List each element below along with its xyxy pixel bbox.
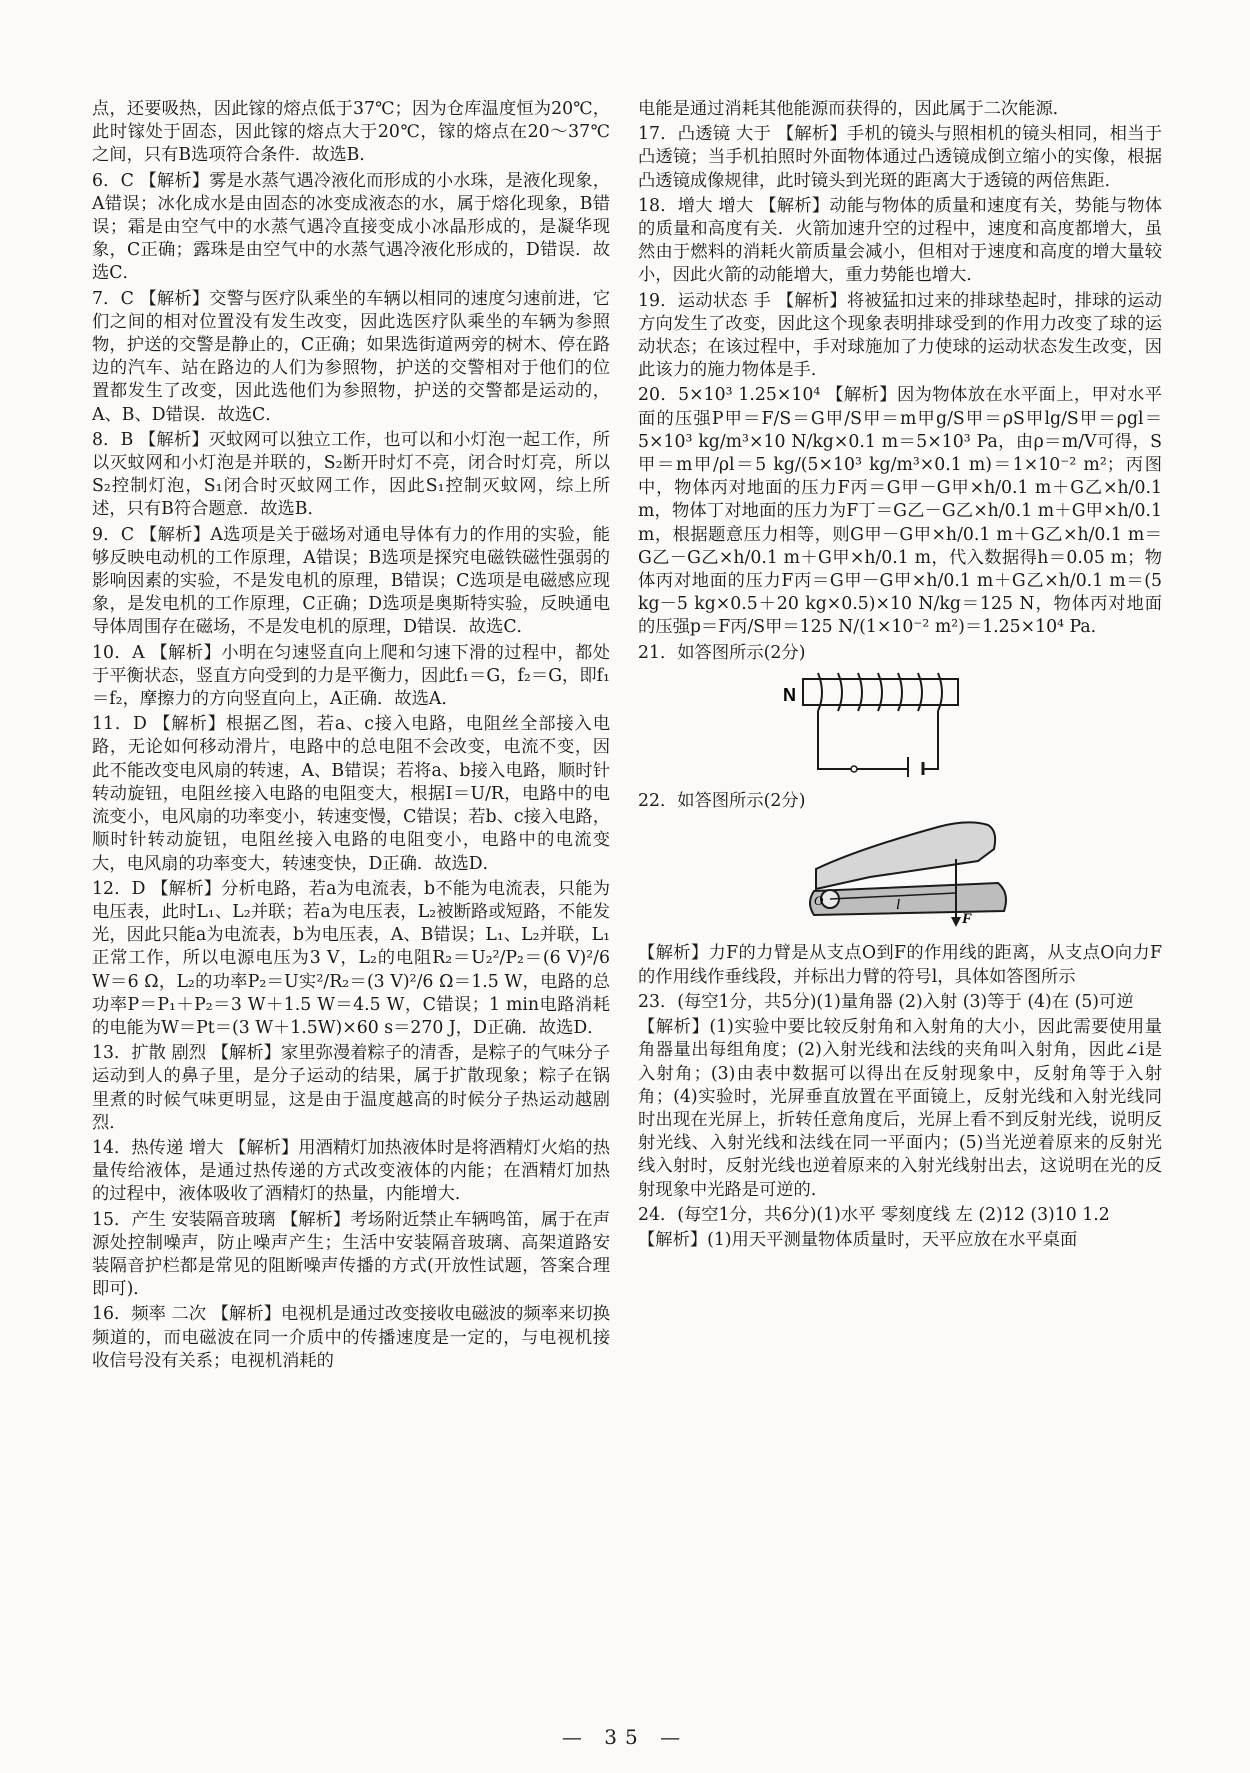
- answer-21: 21．如答图所示(2分): [638, 642, 806, 663]
- paragraph: 点，还要吸热，因此镓的熔点低于37℃；因为仓库温度恒为20℃，此时镓处于固态，因此镓的熔点大于20℃，镓的熔点在20～37℃之间，只有B选项符合条件．故选B．: [92, 99, 610, 166]
- answer-6: 6．C 【解析】雾是水蒸气遇冷液化而形成的小水珠，是液化现象，A错误；冰化成水是由固态的冰变成液态的水，属于熔化现象，B错误；霜是由空气中的水蒸气遇冷直接变成小冰晶形成的，是凝华现象，C正确；露珠是由空气中的水蒸气遇冷液化形成的，D错误．故选C．: [92, 170, 610, 284]
- answer-9: 9．C 【解析】A选项是关于磁场对通电导体有力的作用的实验，能够反映电动机的工作原理，A错误；B选项是探究电磁铁磁性强弱的影响因素的实验，不是发电机的原理，B错误；C选项是电磁感应现象，是发电机的工作原理，C正确；D选项是奥斯特实验，反映通电导体周围存在磁场，不是发电机的原理，D错误．故选C．: [92, 524, 610, 638]
- force-label: F: [962, 911, 973, 928]
- lever-diagram: [638, 819, 1162, 929]
- answer-24-explanation: 【解析】(1)用天平测量物体质量时，天平应放在水平桌面: [638, 1229, 1078, 1250]
- answer-19: 19．运动状态 手 【解析】将被猛扣过来的排球垫起时，排球的运动方向发生了改变，因此这个现象表明排球受到的作用力改变了球的运动状态；在该过程中，手对球施加了力使球的运动状态发生改变，因此该力的施力物体是手．: [638, 290, 1162, 381]
- figure-22-stapler: [638, 819, 1162, 936]
- arm-label: l: [896, 897, 901, 914]
- pole-label: N: [783, 684, 796, 705]
- left-column: [92, 98, 610, 1375]
- answer-24: 24．(每空1分，共6分)(1)水平 零刻度线 左 (2)12 (3)10 1.2: [638, 1204, 1110, 1225]
- paragraph: 电能是通过消耗其他能源而获得的，因此属于二次能源．: [638, 99, 1071, 119]
- answer-12: 12．D 【解析】分析电路，若a为电流表，b不能为电流表，只能为电压表，此时L₁、L₂并联；若a为电压表，L₂被断路或短路，不能发光，因此只能a为电流表，b为电压表，A、B错误；L₁、L₂并联，L₁正常工作，所以电源电压为3 V，L₂的电阻R₂＝U₂²/P₂＝(6 V)²/6 W＝6 Ω，L₂的功率P₂＝U实²/R₂＝(3 V)²/6 Ω＝1.5 W，电路的总功率P＝P₁＋P₂＝3 W＋1.5 W＝4.5 W，C错误；1 min电路消耗的电能为W＝Pt＝(3 W＋1.5W)×60 s＝270 J，D正确．故选D．: [92, 878, 610, 1038]
- right-column: [638, 98, 1162, 1254]
- pivot-label: O: [814, 893, 824, 909]
- answer-23-explanation: 【解析】(1)实验中要比较反射角和入射角的大小，因此需要使用量角器量出每组角度；(2)入射光线和法线的夹角叫入射角，因此∠i是入射角；(3)由表中数据可以得出在反射现象中，反射角等于入射角；(4)实验时，光屏垂直放置在平面镜上，反射光线和入射光线同时出现在光屏上，折转任意角度后，光屏上看不到反射光线，说明反射光线、入射光线和法线在同一平面内；(5)当光逆着原来的反射光线入射时，反射光线也逆着原来的入射光线射出去，这说明在光的反射现象中光路是可逆的．: [638, 1017, 1162, 1200]
- answer-7: 7．C 【解析】交警与医疗队乘坐的车辆以相同的速度匀速前进，它们之间的相对位置没有发生改变，因此选医疗队乘坐的车辆为参照物，护送的交警是静止的，C正确；如果选街道两旁的树木、停在路边的汽车、站在路边的人们为参照物，护送的交警相对于他们的位置都发生了改变，因此选他们为参照物，护送的交警都是运动的，A、B、D错误．故选C．: [92, 288, 610, 425]
- answer-15: 15．产生 安装隔音玻璃 【解析】考场附近禁止车辆鸣笛，属于在声源处控制噪声，防止噪声产生；生活中安装隔音玻璃、高架道路安装隔音护栏都是常见的阻断噪声传播的方式(开放性试题，答案合理即可)．: [92, 1209, 610, 1300]
- page-number: — 35 —: [561, 1725, 689, 1749]
- answer-16: 16．频率 二次 【解析】电视机是通过改变接收电磁波的频率来切换频道的，而电磁波在同一介质中的传播速度是一定的，与电视机接收信号没有关系；电视机消耗的: [92, 1304, 610, 1371]
- answer-8: 8．B 【解析】灭蚊网可以独立工作，也可以和小灯泡一起工作，所以灭蚊网和小灯泡是并联的，S₂断开时灯不亮，闭合时灯亮，所以S₂控制灯泡，S₁闭合时灭蚊网工作，因此S₁控制灭蚊网，综上所述，只有B符合题意．故选B．: [92, 429, 610, 520]
- answer-13: 13．扩散 剧烈 【解析】家里弥漫着粽子的清香，是粽子的气味分子运动到人的鼻子里，是分子运动的结果，属于扩散现象；粽子在锅里煮的时候气味更明显，这是由于温度越高的时候分子热运动越剧烈．: [92, 1043, 610, 1133]
- answer-17: 17．凸透镜 大于 【解析】手机的镜头与照相机的镜头相同，相当于凸透镜；当手机拍照时外面物体通过凸透镜成倒立缩小的实像，根据凸透镜成像规律，此时镜头到光斑的距离大于透镜的两倍焦距．: [638, 124, 1162, 191]
- answer-20: 20．5×10³ 1.25×10⁴ 【解析】因为物体放在水平面上，甲对水平面的压强P甲＝F/S＝G甲/S甲＝m甲g/S甲＝ρS甲lg/S甲＝ρgl＝5×10³ kg/m³×10 N/kg×0.1 m＝5×10³ Pa，由ρ＝m/V可得，S甲＝m甲/ρl＝5 kg/(5×10³ kg/m³×0.1 m)＝1×10⁻² m²；丙图中，物体丙对地面的压力F丙＝G甲－G甲×h/0.1 m＋G乙×h/0.1 m，物体丁对地面的压力为F丁＝G乙－G乙×h/0.1 m＋G甲×h/0.1 m，根据题意压力相等，则G甲－G甲×h/0.1 m＋G乙×h/0.1 m＝G乙－G乙×h/0.1 m＋G甲×h/0.1 m，代入数据得h＝0.05 m；物体丙对地面的压力F丙＝G甲－G甲×h/0.1 m＋G乙×h/0.1 m＝(5 kg－5 kg×0.5＋20 kg×0.5)×10 N/kg＝125 N，物体丙对地面的压强p＝F丙/S甲＝125 N/(1×10⁻² m²)＝1.25×10⁴ Pa．: [638, 385, 1162, 638]
- answer-18: 18．增大 增大 【解析】动能与物体的质量和速度有关，势能与物体的质量和高度有关．火箭加速升空的过程中，速度和高度都增大，虽然由于燃料的消耗火箭质量会减小，但相对于速度和高度的增大量较小，因此火箭的动能增大，重力势能也增大．: [638, 195, 1162, 286]
- answer-10: 10．A 【解析】小明在匀速竖直向上爬和匀速下滑的过程中，都处于平衡状态，竖直方向受到的力是平衡力，因此f₁＝G，f₂＝G，即f₁＝f₂，摩擦力的方向竖直向上，A正确．故选A．: [92, 642, 610, 710]
- answer-22: 22．如答图所示(2分): [638, 791, 806, 812]
- answer-23: 23．(每空1分，共5分)(1)量角器 (2)入射 (3)等于 (4)在 (5)可逆: [638, 991, 1134, 1012]
- answer-11: 11．D 【解析】根据乙图，若a、c接入电路，电阻丝全部接入电路，无论如何移动滑片，电路中的总电阻不会改变，电流不变，因此不能改变电风扇的转速，A、B错误；若将a、b接入电路，顺时针转动旋钮，电阻丝接入电路的电阻变大，根据I＝U/R，电路中的电流变小，电风扇的功率变小，转速变慢，C错误；若b、c接入电路，顺时针转动旋钮，电阻丝接入电路的电阻变小，电路中的电流变大，电风扇的功率变大，转速变快，D正确．故选D．: [92, 714, 610, 874]
- figure-21-solenoid: [638, 671, 1162, 784]
- answer-14: 14．热传递 增大 【解析】用酒精灯加热液体时是将酒精灯火焰的热量传给液体，是通过热传递的方式改变液体的内能；在酒精灯加热的过程中，液体吸收了酒精灯的热量，内能增大．: [92, 1137, 610, 1205]
- answer-22-explanation: 【解析】力F的力臂是从支点O到F的作用线的距离，从支点O向力F的作用线作垂线段，并标出力臂的符号l，具体如答图所示: [638, 943, 1162, 987]
- solenoid-diagram: [638, 671, 1162, 777]
